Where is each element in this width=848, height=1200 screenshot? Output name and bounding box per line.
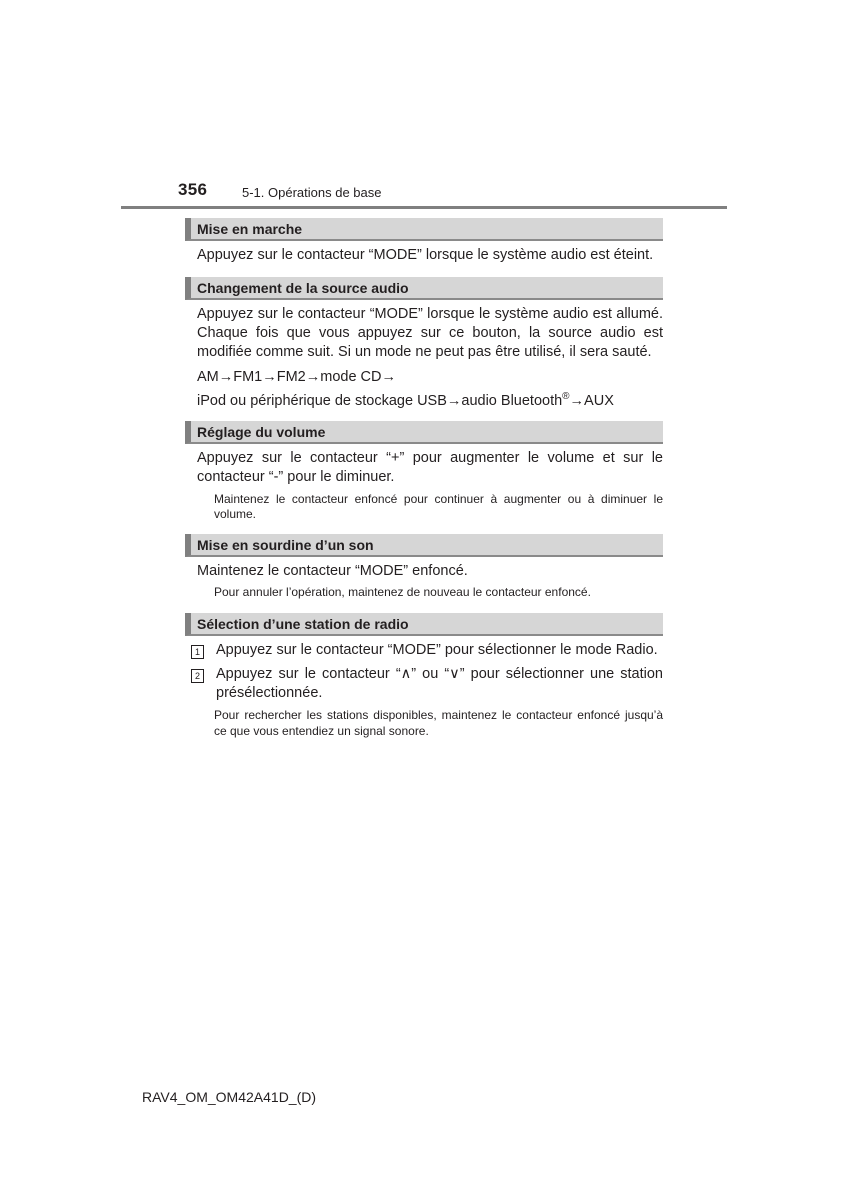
step-item [191,665,663,703]
audio-source-sequence-line2 [197,387,663,411]
mute-note: Pour annuler l’opération, maintenez de nouveau le contacteur enfoncé. [214,584,591,599]
heading-audio-source: Changement de la source audio [185,277,663,300]
radio-note: Pour rechercher les stations disponibles, maintenez le contacteur enfoncé jusqu’à ce que vous entendiez un signal sonore. [214,708,663,738]
audio-source-text-block [197,305,663,411]
heading-radio: Sélection d’une station de radio [185,613,663,636]
step-item [191,641,663,660]
power-on-text-block [197,246,663,265]
registered-mark: ® [562,391,570,402]
header-divider [121,206,727,209]
section-title: 5-1. Opérations de base [242,185,382,200]
heading-power-on: Mise en marche [185,218,663,241]
heading-mute: Mise en sourdine d’un son [185,534,663,557]
step-text: Appuyez sur le contacteur “∧” ou “∨” pour sélectionner une station présélectionnée. [216,666,663,702]
step-number-badge: 2 [191,669,204,683]
step-text: Appuyez sur le contacteur “MODE” pour sélectionner le mode Radio. [216,642,658,659]
step-number-badge: 1 [191,645,204,659]
power-on-paragraph: Appuyez sur le contacteur “MODE” lorsque le système audio est éteint. [197,247,654,263]
mute-text-block [197,562,663,581]
sequence-line2-part-a: iPod ou périphérique de stockage USB→audio Bluetooth [197,392,563,409]
sequence-line2-part-b: →AUX [569,392,614,409]
volume-paragraph: Appuyez sur le contacteur “+” pour augmenter le volume et sur le contacteur “-” pour le diminuer. [197,449,663,485]
page-number: 356 [178,180,208,199]
audio-source-sequence-line1: AM→FM1→FM2→mode CD→ [197,369,396,385]
page-content [185,218,663,739]
heading-volume: Réglage du volume [185,421,663,444]
mute-paragraph: Maintenez le contacteur “MODE” enfoncé. [197,562,468,579]
footer-code: RAV4_OM_OM42A41D_(D) [142,1089,317,1105]
volume-note: Maintenez le contacteur enfoncé pour continuer à augmenter ou à diminuer le volume. [214,491,663,522]
volume-text-block [197,449,663,487]
audio-source-paragraph: Appuyez sur le contacteur “MODE” lorsque le système audio est allumé. Chaque fois que vous appuyez sur ce bouton, la source audio est modifiée comme suit. Si un mode ne peut pas être utilisé, il sera sauté. [197,306,663,360]
